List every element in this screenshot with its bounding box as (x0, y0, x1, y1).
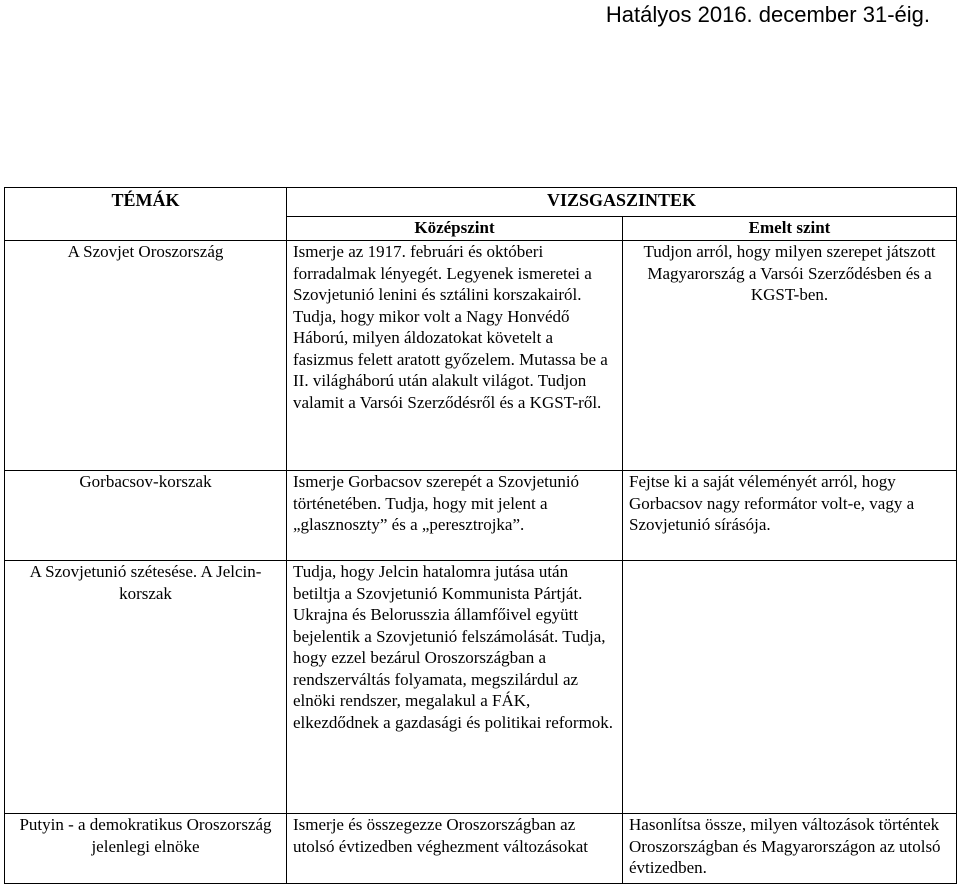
topic-cell: Gorbacsov-korszak (5, 471, 287, 561)
header-topics: TÉMÁK (5, 188, 287, 241)
mid-level-cell: Ismerje Gorbacsov szerepét a Szovjetunió történetében. Tudja, hogy mit jelent a „glasznoszty” és a „peresztrojka”. (287, 471, 623, 561)
header-advanced-level: Emelt szint (623, 217, 957, 241)
topic-cell: A Szovjetunió szétesése. A Jelcin-korszak (5, 561, 287, 814)
table-header-row (5, 188, 957, 217)
topic-cell: A Szovjet Oroszország (5, 241, 287, 471)
advanced-level-cell (623, 561, 957, 814)
table-row (5, 814, 957, 884)
table-row (5, 241, 957, 471)
advanced-level-cell: Tudjon arról, hogy milyen szerepet játszott Magyarország a Varsói Szerződésben és a KGST-ben. (623, 241, 957, 471)
advanced-level-cell: Fejtse ki a saját véleményét arról, hogy Gorbacsov nagy reformátor volt-e, vagy a Szovjetunió sírásója. (623, 471, 957, 561)
exam-requirements-table (4, 187, 957, 884)
validity-note: Hatályos 2016. december 31-éig. (605, 2, 930, 27)
table-row (5, 471, 957, 561)
table-row (5, 561, 957, 814)
header-exam-levels: VIZSGASZINTEK (287, 188, 957, 217)
mid-level-cell: Ismerje és összegezze Oroszországban az utolsó évtizedben véghezment változásokat (287, 814, 623, 884)
mid-level-cell: Tudja, hogy Jelcin hatalomra jutása után betiltja a Szovjetunió Kommunista Pártját. Ukrajna és Belorusszia államfőivel együtt bejelentik a Szovjetunió felszámolását. Tudja, hogy ezzel bezárul Oroszországban a rendszerváltás folyamata, megszilárdul az elnöki rendszer, megalakul a FÁK, elkezdődnek a gazdasági és politikai reformok. (287, 561, 623, 814)
mid-level-cell: Ismerje az 1917. februári és októberi forradalmak lényegét. Legyenek ismeretei a Szovjetunió lenini és sztálini korszakairól. Tudja, hogy mikor volt a Nagy Honvédő Háború, milyen áldozatokat követelt a fasizmus felett aratott győzelem. Mutassa be a II. világháború után alakult világot. Tudjon valamit a Varsói Szerződésről és a KGST-ről. (287, 241, 623, 471)
header-mid-level: Középszint (287, 217, 623, 241)
advanced-level-cell: Hasonlítsa össze, milyen változások történtek Oroszországban és Magyarországon az utolsó évtizedben. (623, 814, 957, 884)
topic-cell: Putyin - a demokratikus Oroszország jelenlegi elnöke (5, 814, 287, 884)
